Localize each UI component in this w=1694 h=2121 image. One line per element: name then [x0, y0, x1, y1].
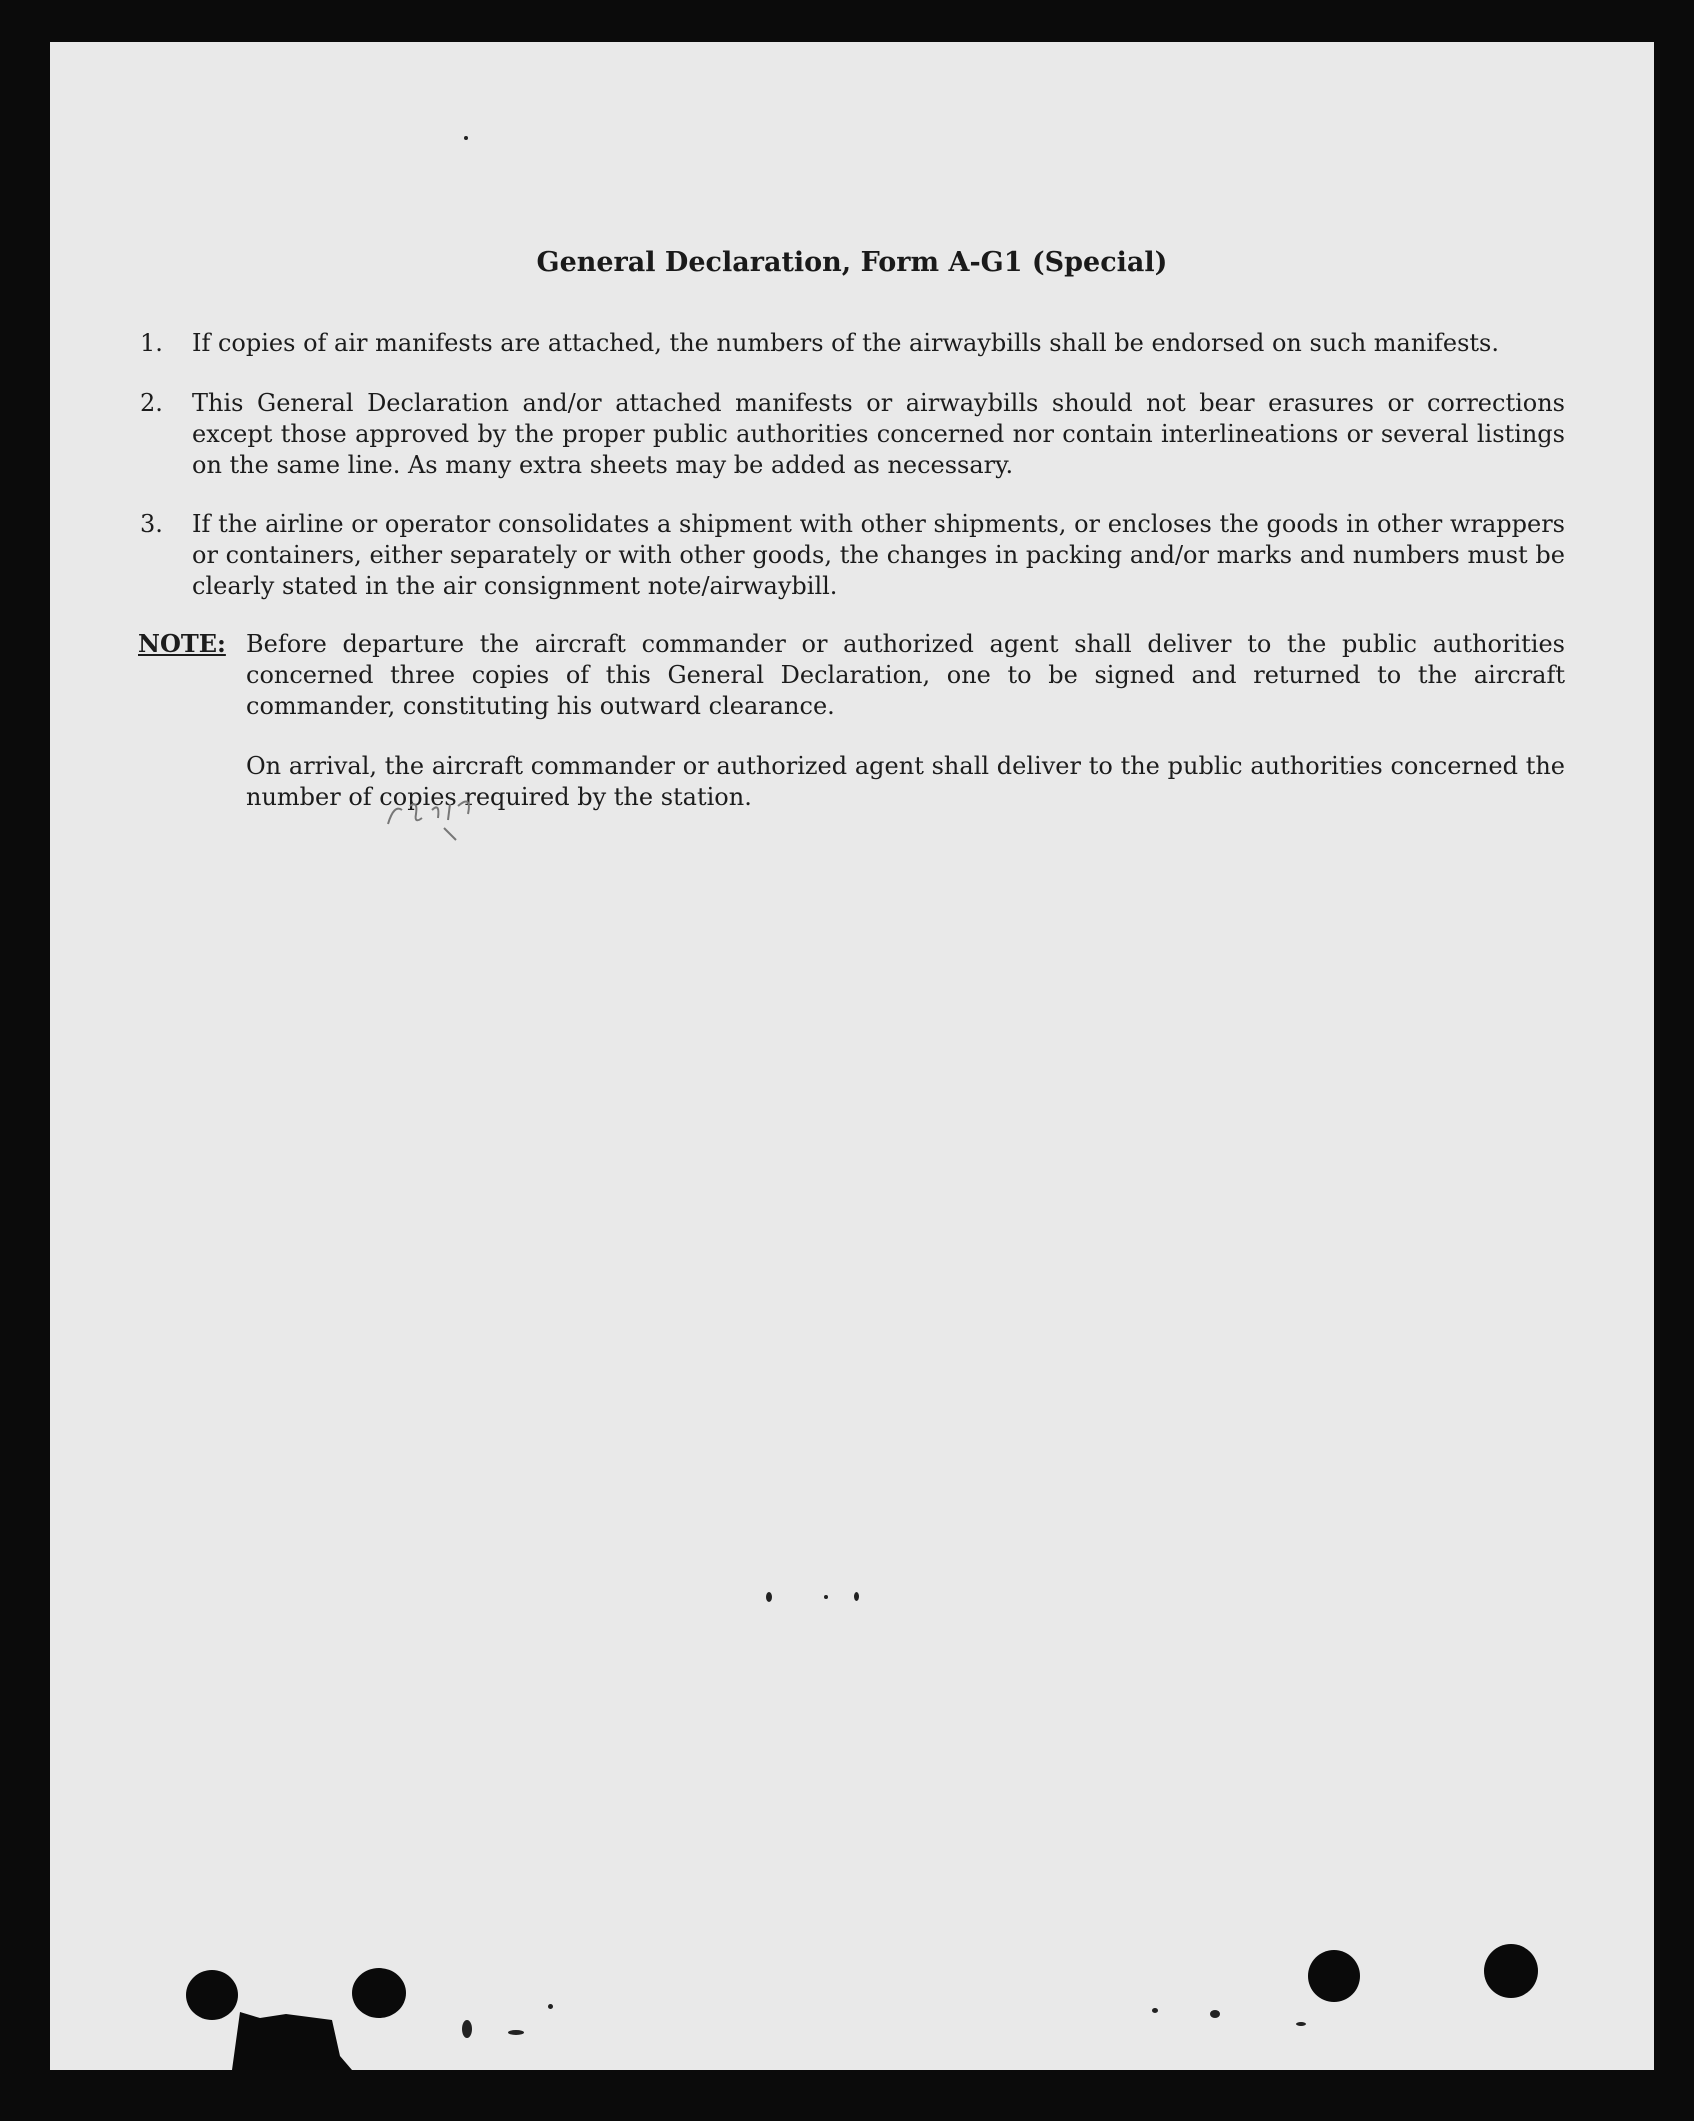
scan-speck: [824, 1595, 828, 1599]
item-number: 2.: [140, 389, 163, 417]
ink-blob: [186, 1970, 238, 2020]
ink-blob: [352, 1968, 406, 2018]
scan-speck: [548, 2004, 553, 2009]
scan-speck: [508, 2030, 524, 2035]
scan-speck: [1152, 2008, 1158, 2013]
ink-blob: [1484, 1944, 1538, 1998]
scan-speck: [766, 1592, 772, 1602]
instruction-item-2: [140, 388, 1565, 481]
item-text: If copies of air manifests are attached, the numbers of the airwaybills shall be endorsed on such manifests.: [192, 329, 1499, 357]
scan-speck: [462, 2020, 472, 2038]
item-text: If the airline or operator consolidates a shipment with other shipments, or encloses the goods in other wrappers or containers, either separately or with other goods, the changes in packing and/or marks and numbers must be clearly stated in the air consignment note/airwaybill.: [192, 510, 1565, 600]
note-label: NOTE:: [138, 629, 226, 658]
handwritten-mark: [380, 784, 530, 844]
scan-speck: [1296, 2022, 1306, 2026]
scan-speck: [464, 136, 468, 140]
instruction-item-3: [140, 509, 1565, 602]
scan-shadow: [232, 2008, 352, 2070]
form-title: General Declaration, Form A-G1 (Special): [536, 247, 1168, 278]
scan-speck: [1210, 2010, 1220, 2018]
ink-blob: [1308, 1950, 1360, 2002]
scan-speck: [854, 1592, 859, 1601]
item-number: 1.: [140, 329, 163, 357]
instruction-item-1: [140, 328, 1565, 359]
document-page: [50, 42, 1654, 2070]
note-paragraph-2: On arrival, the aircraft commander or authorized agent shall deliver to the public authorities concerned the number of copies required by the station.: [246, 752, 1565, 811]
item-number: 3.: [140, 510, 163, 538]
note-paragraph-1: Before departure the aircraft commander or authorized agent shall deliver to the public authorities concerned three copies of this General Declaration, one to be signed and returned to the aircraft commander, constituting his outward clearance.: [246, 630, 1565, 720]
item-text: This General Declaration and/or attached manifests or airwaybills should not bear erasures or corrections except those approved by the proper public authorities concerned nor contain interlineations or several listings on the same line. As many extra sheets may be added as necessary.: [192, 389, 1565, 479]
